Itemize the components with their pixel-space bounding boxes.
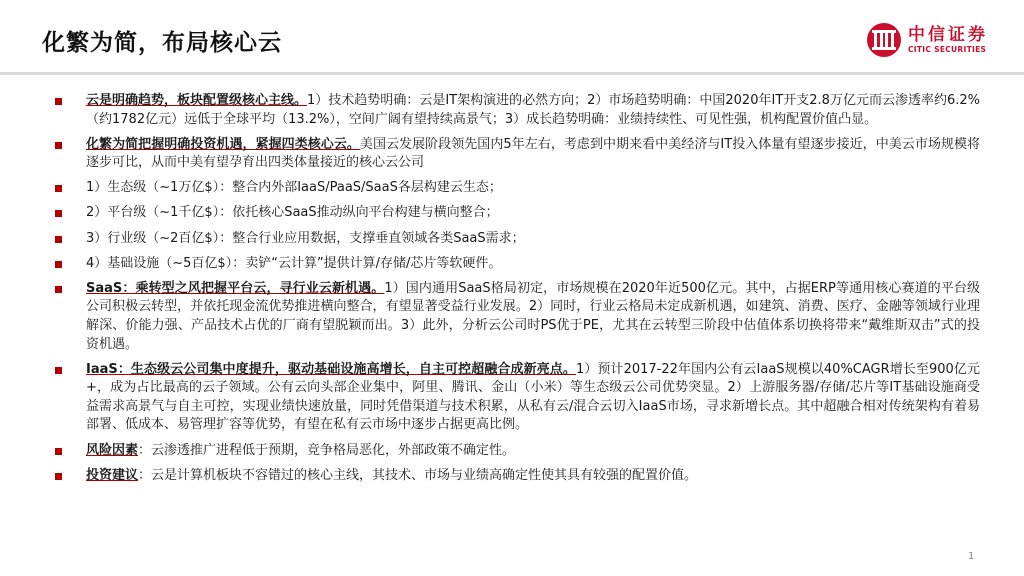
bullet-square-icon bbox=[55, 367, 62, 374]
bullet-square-icon bbox=[55, 185, 62, 192]
bullet-item-advice bbox=[54, 467, 980, 486]
bullet-text: 1）预计2017-22年国内公有云IaaS规模以40%CAGR增长至900亿元+，成为占比最高的云子领域。公有云向头部企业集中，阿里、腾讯、金山（小米）等生态级云公司优势突显。2）上游服务器/存储/芯片等IT基础设施商受益需求高景气与自主可控，实现业绩快速放量，同时凭借渠道与技术积累，从私有云/混合云切入IaaS市场，寻求新增长点。其中超融合相对传统架构有着易部署、低成本、易管理扩容等优势，有望在私有云市场中逐步占据更高比例。 bbox=[86, 361, 980, 433]
bullet-square-icon bbox=[55, 448, 62, 455]
bullet-item-cloud-trend bbox=[54, 92, 980, 129]
bullet-text: 1）生态级（~1万亿$）：整合内外部IaaS/PaaS/SaaS各层构建云生态； bbox=[86, 180, 502, 196]
bullet-item-risk bbox=[54, 442, 980, 461]
bullet-lead: 化繁为简把握明确投资机遇，紧握四类核心云。 bbox=[86, 136, 360, 152]
bullet-square-icon bbox=[55, 142, 62, 149]
bullet-square-icon bbox=[55, 236, 62, 243]
bullet-text: 1）技术趋势明确：云是IT架构演进的必然方向；2）市场趋势明确：中国2020年IT开支2.8万亿元而云渗透率约6.2%（约1782亿元）远低于全球平均（13.2%），空间广阔有望持续高景气；3）成长趋势明确：业绩持续性、可见性强，机构配置价值凸显。 bbox=[86, 93, 980, 127]
bullet-lead: IaaS：生态级云公司集中度提升，驱动基础设施高增长，自主可控超融合成新亮点。 bbox=[86, 361, 576, 377]
bullet-text: 2）平台级（~1千亿$）：依托核心SaaS推动纵向平台构建与横向整合； bbox=[86, 205, 499, 221]
logo-name-cn: 中信证券 bbox=[908, 24, 988, 45]
bullet-item-saas bbox=[54, 280, 980, 354]
citic-logo-icon bbox=[866, 22, 902, 58]
logo-name-en: CITIC SECURITIES bbox=[908, 44, 987, 54]
bullet-lead: 投资建议 bbox=[86, 467, 139, 483]
bullet-item-infrastructure bbox=[54, 255, 980, 274]
bullet-lead: 云是明确趋势，板块配置级核心主线。 bbox=[86, 93, 308, 108]
logo-text bbox=[908, 26, 988, 55]
bullet-square-icon bbox=[55, 98, 62, 105]
bullet-text: ：云渗透推广进程低于预期，竞争格局恶化，外部政策不确定性。 bbox=[138, 442, 516, 458]
header-divider bbox=[0, 72, 1024, 75]
bullet-text: ：云是计算机板块不容错过的核心主线，其技术、市场与业绩高确定性使其具有较强的配置价值。 bbox=[138, 467, 698, 483]
bullet-square-icon bbox=[55, 473, 62, 480]
bullet-list bbox=[54, 92, 980, 492]
bullet-square-icon bbox=[55, 261, 62, 268]
bullet-lead: 风险因素 bbox=[86, 442, 139, 458]
slide-title: 化繁为简，布局核心云 bbox=[42, 30, 282, 56]
bullet-text: 3）行业级（~2百亿$）：整合行业应用数据，支撑垂直领域各类SaaS需求； bbox=[86, 230, 525, 246]
bullet-text: 美国云发展阶段领先国内5年左右，考虑到中期来看中美经济与IT投入体量有望逐步接近，中美云市场规模将逐步可比，从而中美有望孕育出四类体量接近的核心云公司 bbox=[86, 136, 980, 171]
bullet-item-four-cloud bbox=[54, 136, 980, 173]
company-logo bbox=[866, 22, 988, 58]
bullet-square-icon bbox=[55, 210, 62, 217]
bullet-item-iaas bbox=[54, 361, 980, 435]
slide-header bbox=[0, 0, 1024, 74]
bullet-item-ecosystem bbox=[54, 179, 980, 198]
bullet-item-industry bbox=[54, 230, 980, 249]
bullet-item-platform bbox=[54, 204, 980, 223]
bullet-text: 4）基础设施（~5百亿$）：卖铲“云计算”提供计算/存储/芯片等软硬件。 bbox=[86, 255, 502, 271]
bullet-text: 1）国内通用SaaS格局初定，市场规模在2020年近500亿元。其中，占据ERP等通用核心赛道的平台级公司积极云转型，并依托现金流优势推进横向整合，有望显著受益行业发展。2）同时，行业云格局未定成新机遇，如建筑、消费、医疗、金融等领域行业理解深、价能力强、产品技术占优的厂商有望脱颖而出。3）此外，分析云公司时PS优于PE，尤其在云转型三阶段中估值体系切换将带来“戴维斯双击”式的投资机遇。 bbox=[86, 280, 980, 352]
page-number: 1 bbox=[968, 551, 975, 562]
bullet-lead: SaaS：乘转型之风把握平台云，寻行业云新机遇。 bbox=[86, 280, 385, 296]
bullet-square-icon bbox=[55, 286, 62, 293]
